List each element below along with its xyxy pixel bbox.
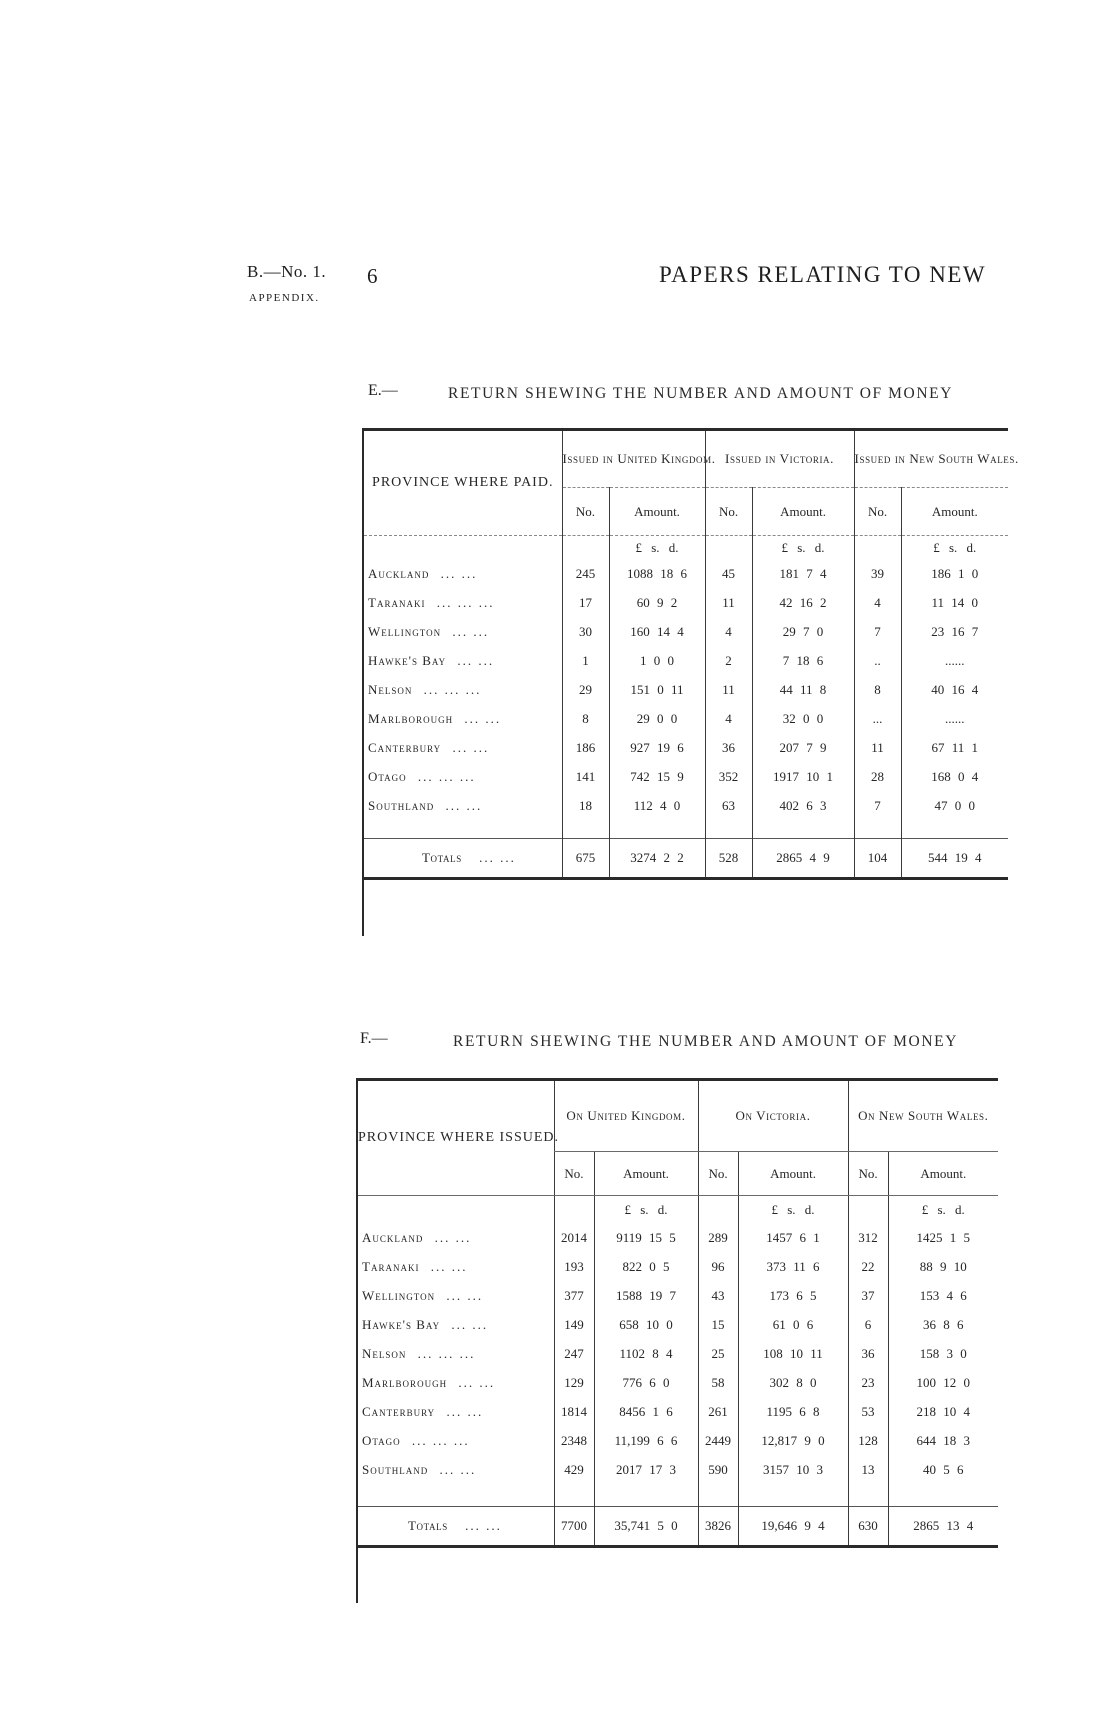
totals-text: Totals — [408, 1518, 448, 1533]
uk-no: 247 — [554, 1340, 594, 1369]
nsw-no: 22 — [848, 1253, 888, 1282]
province-cell — [364, 560, 562, 589]
totals-label — [358, 1507, 554, 1547]
nsw-no: 312 — [848, 1224, 888, 1253]
uk-amount: 60 9 2 — [609, 589, 705, 618]
province-cell — [358, 1369, 554, 1398]
table-f-col-amount: Amount. — [888, 1152, 998, 1196]
uk-amount: 112 4 0 — [609, 792, 705, 821]
nsw-no: 4 — [854, 589, 901, 618]
uk-amount: 2017 17 3 — [594, 1456, 698, 1485]
province-cell — [364, 618, 562, 647]
uk-no: 245 — [562, 560, 609, 589]
vic-no: 2449 — [698, 1427, 738, 1456]
vic-amount: 402 6 3 — [752, 792, 854, 821]
table-e-province-header: PROVINCE WHERE PAID. — [364, 430, 562, 536]
table-row — [358, 1340, 998, 1369]
uk-amount: 1088 18 6 — [609, 560, 705, 589]
leader-dots: ... ... ... — [411, 1433, 470, 1448]
vic-amount: 32 0 0 — [752, 705, 854, 734]
vic-no: 289 — [698, 1224, 738, 1253]
table-f-col-amount: Amount. — [738, 1152, 848, 1196]
leader-dots: ... ... — [457, 653, 495, 668]
nsw-amount: 218 10 4 — [888, 1398, 998, 1427]
uk-no: 2014 — [554, 1224, 594, 1253]
table-e-letter: E.— — [368, 382, 398, 399]
province-name: Southland — [362, 1462, 429, 1477]
province-cell — [364, 676, 562, 705]
vic-no: 43 — [698, 1282, 738, 1311]
table-row — [358, 1224, 998, 1253]
leader-dots: ... ... — [439, 1462, 477, 1477]
document-reference: B.—No. 1. — [247, 262, 327, 281]
nsw-amount: 186 1 0 — [901, 560, 1008, 589]
province-name: Otago — [368, 769, 407, 784]
table-row — [364, 618, 1008, 647]
leader-dots: ... ... ... — [423, 682, 482, 697]
leader-dots: ... ... — [451, 1317, 489, 1332]
nsw-amount: 47 0 0 — [901, 792, 1008, 821]
nsw-amount: 23 16 7 — [901, 618, 1008, 647]
uk-amount: 11,199 6 6 — [594, 1427, 698, 1456]
uk-no: 429 — [554, 1456, 594, 1485]
table-row — [364, 705, 1008, 734]
table-f-group-uk: On United Kingdom. — [554, 1080, 698, 1152]
province-name: Auckland — [368, 566, 430, 581]
totals-label — [364, 839, 562, 879]
table-e-col-amount: Amount. — [752, 488, 854, 536]
table-e-col-amount: Amount. — [901, 488, 1008, 536]
table-f-title: RETURN SHEWING THE NUMBER AND AMOUNT OF MONEY — [453, 1033, 959, 1050]
table-e-col-no: No. — [854, 488, 901, 536]
total-vic-no: 3826 — [698, 1507, 738, 1547]
total-uk-amount: 3274 2 2 — [609, 839, 705, 879]
uk-no: 18 — [562, 792, 609, 821]
uk-no: 186 — [562, 734, 609, 763]
uk-no: 29 — [562, 676, 609, 705]
table-e-group-nsw: Issued in New South Wales. — [854, 430, 1008, 488]
province-name: Taranaki — [368, 595, 426, 610]
nsw-no: 8 — [854, 676, 901, 705]
table-e — [364, 428, 1019, 880]
vic-amount: 29 7 0 — [752, 618, 854, 647]
units-label: £ s. d. — [901, 536, 1008, 560]
uk-no: 149 — [554, 1311, 594, 1340]
table-row — [364, 734, 1008, 763]
table-row — [358, 1253, 998, 1282]
nsw-no: 6 — [848, 1311, 888, 1340]
table-f-col-no: No. — [554, 1152, 594, 1196]
units-label: £ s. d. — [609, 536, 705, 560]
total-uk-no: 7700 — [554, 1507, 594, 1547]
vic-amount: 207 7 9 — [752, 734, 854, 763]
table-f — [358, 1078, 998, 1548]
total-vic-amount: 2865 4 9 — [752, 839, 854, 879]
nsw-amount: 168 0 4 — [901, 763, 1008, 792]
table-f-province-header: PROVINCE WHERE ISSUED. — [358, 1080, 554, 1196]
table-row — [358, 1398, 998, 1427]
leader-dots: ... ... — [434, 1230, 472, 1245]
vic-amount: 3157 10 3 — [738, 1456, 848, 1485]
vic-no: 36 — [705, 734, 752, 763]
table-e-title: RETURN SHEWING THE NUMBER AND AMOUNT OF MONEY — [448, 385, 954, 402]
vic-amount: 302 8 0 — [738, 1369, 848, 1398]
uk-no: 30 — [562, 618, 609, 647]
uk-no: 193 — [554, 1253, 594, 1282]
province-cell — [358, 1427, 554, 1456]
vic-no: 96 — [698, 1253, 738, 1282]
leader-dots: ... ... — [446, 1404, 484, 1419]
nsw-no: .. — [854, 647, 901, 676]
nsw-amount: 36 8 6 — [888, 1311, 998, 1340]
vic-amount: 7 18 6 — [752, 647, 854, 676]
nsw-amount: 153 4 6 — [888, 1282, 998, 1311]
nsw-no: 28 — [854, 763, 901, 792]
uk-no: 17 — [562, 589, 609, 618]
province-cell — [358, 1311, 554, 1340]
nsw-no: 37 — [848, 1282, 888, 1311]
province-name: Southland — [368, 798, 435, 813]
table-row — [358, 1369, 998, 1398]
table-e-group-uk: Issued in United Kingdom. — [562, 430, 705, 488]
uk-amount: 658 10 0 — [594, 1311, 698, 1340]
leader-dots: ... ... — [446, 1288, 484, 1303]
nsw-amount: ...... — [901, 705, 1008, 734]
province-name: Marlborough — [362, 1375, 448, 1390]
uk-amount: 8456 1 6 — [594, 1398, 698, 1427]
province-name: Otago — [362, 1433, 401, 1448]
uk-amount: 776 6 0 — [594, 1369, 698, 1398]
province-cell — [358, 1456, 554, 1485]
uk-amount: 1 0 0 — [609, 647, 705, 676]
total-nsw-no: 104 — [854, 839, 901, 879]
vic-no: 58 — [698, 1369, 738, 1398]
nsw-amount: 1425 1 5 — [888, 1224, 998, 1253]
nsw-amount: 67 11 1 — [901, 734, 1008, 763]
uk-no: 129 — [554, 1369, 594, 1398]
vic-amount: 173 6 5 — [738, 1282, 848, 1311]
table-row — [358, 1311, 998, 1340]
vic-no: 2 — [705, 647, 752, 676]
page-number: 6 — [367, 264, 378, 288]
uk-no: 141 — [562, 763, 609, 792]
province-cell — [364, 792, 562, 821]
vic-no: 11 — [705, 589, 752, 618]
nsw-no: 23 — [848, 1369, 888, 1398]
province-cell — [358, 1282, 554, 1311]
uk-amount: 1102 8 4 — [594, 1340, 698, 1369]
leader-dots: ... ... — [430, 1259, 468, 1274]
leader-dots: ... ... — [464, 711, 502, 726]
total-nsw-amount: 2865 13 4 — [888, 1507, 998, 1547]
province-name: Wellington — [362, 1288, 436, 1303]
province-name: Nelson — [368, 682, 413, 697]
uk-no: 8 — [562, 705, 609, 734]
table-row — [364, 763, 1008, 792]
total-nsw-amount: 544 19 4 — [901, 839, 1008, 879]
uk-amount: 822 0 5 — [594, 1253, 698, 1282]
province-cell — [364, 734, 562, 763]
running-title: PAPERS RELATING TO NEW — [659, 262, 987, 287]
uk-no: 1 — [562, 647, 609, 676]
vic-no: 352 — [705, 763, 752, 792]
nsw-amount: 644 18 3 — [888, 1427, 998, 1456]
uk-amount: 29 0 0 — [609, 705, 705, 734]
province-cell — [358, 1224, 554, 1253]
vic-amount: 12,817 9 0 — [738, 1427, 848, 1456]
vic-amount: 61 0 6 — [738, 1311, 848, 1340]
table-row — [364, 647, 1008, 676]
province-name: Hawke's Bay — [362, 1317, 441, 1332]
total-vic-no: 528 — [705, 839, 752, 879]
nsw-no: 11 — [854, 734, 901, 763]
nsw-no: 7 — [854, 792, 901, 821]
province-name: Nelson — [362, 1346, 407, 1361]
table-row — [358, 1282, 998, 1311]
leader-dots: ... ... — [445, 798, 483, 813]
nsw-amount: 11 14 0 — [901, 589, 1008, 618]
units-label: £ s. d. — [752, 536, 854, 560]
province-cell — [364, 705, 562, 734]
province-cell — [364, 647, 562, 676]
nsw-amount: 40 5 6 — [888, 1456, 998, 1485]
table-row — [364, 676, 1008, 705]
table-e-col-no: No. — [705, 488, 752, 536]
nsw-no: 53 — [848, 1398, 888, 1427]
vic-amount: 42 16 2 — [752, 589, 854, 618]
leader-dots: ... ... — [440, 566, 478, 581]
table-row — [364, 792, 1008, 821]
leader-dots: ... ... ... — [436, 595, 495, 610]
nsw-no: 36 — [848, 1340, 888, 1369]
appendix-label: APPENDIX. — [249, 292, 320, 304]
uk-amount: 160 14 4 — [609, 618, 705, 647]
province-cell — [358, 1253, 554, 1282]
leader-dots: ... ... — [458, 1375, 496, 1390]
uk-amount: 1588 19 7 — [594, 1282, 698, 1311]
vic-amount: 1457 6 1 — [738, 1224, 848, 1253]
total-uk-no: 675 — [562, 839, 609, 879]
table-f-group-nsw: On New South Wales. — [848, 1080, 998, 1152]
table-e-group-victoria: Issued in Victoria. — [705, 430, 854, 488]
vic-no: 45 — [705, 560, 752, 589]
uk-no: 1814 — [554, 1398, 594, 1427]
nsw-no: ... — [854, 705, 901, 734]
vic-no: 4 — [705, 705, 752, 734]
vic-no: 11 — [705, 676, 752, 705]
uk-no: 377 — [554, 1282, 594, 1311]
province-cell — [364, 763, 562, 792]
vic-amount: 181 7 4 — [752, 560, 854, 589]
table-row — [364, 560, 1008, 589]
vic-no: 261 — [698, 1398, 738, 1427]
province-name: Taranaki — [362, 1259, 420, 1274]
province-name: Canterbury — [368, 740, 442, 755]
leader-dots: ... ... — [465, 1518, 502, 1533]
vic-amount: 108 10 11 — [738, 1340, 848, 1369]
province-cell — [358, 1340, 554, 1369]
nsw-amount: 40 16 4 — [901, 676, 1008, 705]
nsw-no: 128 — [848, 1427, 888, 1456]
vic-amount: 1195 6 8 — [738, 1398, 848, 1427]
uk-amount: 151 0 11 — [609, 676, 705, 705]
units-label: £ s. d. — [594, 1196, 698, 1224]
vic-no: 63 — [705, 792, 752, 821]
leader-dots: ... ... — [452, 624, 490, 639]
province-name: Auckland — [362, 1230, 424, 1245]
uk-amount: 927 19 6 — [609, 734, 705, 763]
nsw-amount: 88 9 10 — [888, 1253, 998, 1282]
vic-amount: 44 11 8 — [752, 676, 854, 705]
province-name: Hawke's Bay — [368, 653, 447, 668]
province-name: Canterbury — [362, 1404, 436, 1419]
vic-no: 25 — [698, 1340, 738, 1369]
vic-amount: 1917 10 1 — [752, 763, 854, 792]
total-uk-amount: 35,741 5 0 — [594, 1507, 698, 1547]
province-cell — [358, 1398, 554, 1427]
leader-dots: ... ... — [452, 740, 490, 755]
total-nsw-no: 630 — [848, 1507, 888, 1547]
total-vic-amount: 19,646 9 4 — [738, 1507, 848, 1547]
leader-dots: ... ... ... — [417, 769, 476, 784]
table-row — [358, 1427, 998, 1456]
table-e-col-amount: Amount. — [609, 488, 705, 536]
uk-amount: 742 15 9 — [609, 763, 705, 792]
nsw-amount: 100 12 0 — [888, 1369, 998, 1398]
leader-dots: ... ... ... — [417, 1346, 476, 1361]
nsw-no: 13 — [848, 1456, 888, 1485]
province-name: Marlborough — [368, 711, 454, 726]
totals-text: Totals — [422, 850, 462, 865]
province-name: Wellington — [368, 624, 442, 639]
nsw-amount: 158 3 0 — [888, 1340, 998, 1369]
table-f-col-no: No. — [848, 1152, 888, 1196]
vic-amount: 373 11 6 — [738, 1253, 848, 1282]
uk-amount: 9119 15 5 — [594, 1224, 698, 1253]
table-row — [358, 1456, 998, 1485]
table-e-totals-row — [364, 839, 1008, 879]
nsw-no: 39 — [854, 560, 901, 589]
table-f-col-no: No. — [698, 1152, 738, 1196]
table-f-col-amount: Amount. — [594, 1152, 698, 1196]
table-f-totals-row — [358, 1507, 998, 1547]
table-f-letter: F.— — [360, 1030, 388, 1047]
uk-no: 2348 — [554, 1427, 594, 1456]
table-row — [364, 589, 1008, 618]
vic-no: 4 — [705, 618, 752, 647]
province-cell — [364, 589, 562, 618]
nsw-amount: ...... — [901, 647, 1008, 676]
leader-dots: ... ... — [479, 850, 516, 865]
table-f-group-victoria: On Victoria. — [698, 1080, 848, 1152]
vic-no: 15 — [698, 1311, 738, 1340]
table-e-col-no: No. — [562, 488, 609, 536]
vic-no: 590 — [698, 1456, 738, 1485]
units-label: £ s. d. — [888, 1196, 998, 1224]
units-label: £ s. d. — [738, 1196, 848, 1224]
nsw-no: 7 — [854, 618, 901, 647]
